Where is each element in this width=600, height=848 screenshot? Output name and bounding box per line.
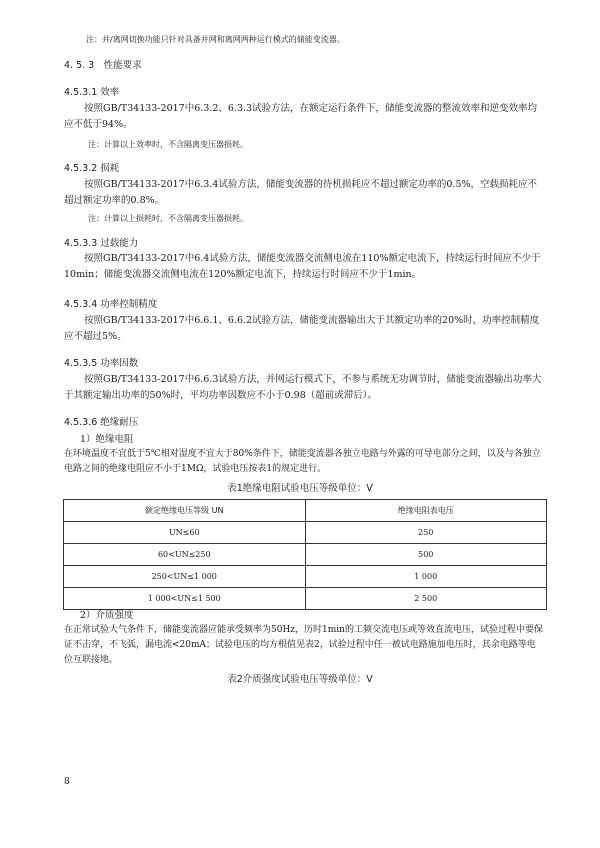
paragraph-overload: 按照GB/T34133-2017中6.4试验方法，储能变流器交流侧电流在110%额定电流下，持续运行时间应不少于10min；储能变流器交流侧电流在120%额定电流下，持续运行时间应不少于1min。 <box>64 253 541 280</box>
table-header-row <box>64 500 547 522</box>
table-cell: 500 <box>305 544 547 566</box>
table-row <box>64 566 547 588</box>
paragraph-power-factor: 按照GB/T34133-2017中6.6.3试验方法，并网运行模式下，不参与系统无功调节时，储能变流器输出功率大于其额定输出功率的50%时，平均功率因数应不小于0.98（超前或滞后）。 <box>64 374 542 401</box>
table2-caption: 表2介质强度试验电压等级单位：V <box>227 674 373 685</box>
table-row <box>64 588 547 610</box>
table1-caption: 表1绝缘电阻试验电压等级单位：V <box>227 483 373 494</box>
page-number: 8 <box>64 777 70 787</box>
item-dielectric-strength-label: 2）介质强度 <box>80 610 134 621</box>
top-note: 注：并/离网切换功能只针对具备并网和离网两种运行模式的储能变流器。 <box>86 35 345 44</box>
paragraph-dielectric-strength: 在正常试验大气条件下，储能变流器应能承受频率为50Hz，历时1min的工频交流电压或等效直流电压，试验过程中要保证不击穿，不飞弧，漏电流<20mA；试验电压的均方根值见表2，试验过程中任一被试电路施加电压时，其余电路等电位互联接地。 <box>64 625 543 665</box>
section-heading-4-5-3-3: 4.5.3.3 过载能力 <box>64 238 139 249</box>
table-header-cell: 额定绝缘电压等级 UN <box>64 500 306 522</box>
table-cell: 250 <box>305 522 547 544</box>
table-cell: 1 000<UN≤1 500 <box>64 588 306 610</box>
section-heading-4-5-3-4: 4.5.3.4 功率控制精度 <box>64 299 158 310</box>
paragraph-insulation-resistance: 在环境温度不宜低于5℃相对湿度不宜大于80%条件下，储能变流器各独立电路与外露的可导电部分之间，以及与各独立电路之间的绝缘电阻应不小于1MΩ，试验电压按表1的规定进行。 <box>64 449 541 474</box>
table-cell: 60<UN≤250 <box>64 544 306 566</box>
section-heading-4-5-3-2: 4.5.3.2 损耗 <box>64 163 120 174</box>
paragraph-efficiency: 按照GB/T34133-2017中6.3.2、6.3.3试验方法，在额定运行条件下，储能变流器的整流效率和逆变效率均应不低于94%。 <box>64 103 538 130</box>
section-heading-4-5-3: 4. 5. 3 性能要求 <box>64 60 142 71</box>
note-efficiency: 注：计算以上效率时，不含隔离变压器损耗。 <box>88 140 248 149</box>
paragraph-loss: 按照GB/T34133-2017中6.3.4试验方法，储能变流器的待机损耗应不超过额定功率的0.5%，空载损耗应不超过额定功率的0.8%。 <box>64 179 538 206</box>
table-row <box>64 544 547 566</box>
table-header-cell: 绝缘电阻表电压 <box>305 500 547 522</box>
insulation-resistance-table <box>63 499 547 610</box>
item-insulation-resistance-label: 1）绝缘电阻 <box>80 434 134 445</box>
table-cell: 1 000 <box>305 566 547 588</box>
section-heading-4-5-3-6: 4.5.3.6 绝缘耐压 <box>64 417 139 428</box>
table-cell: 2 500 <box>305 588 547 610</box>
paragraph-power-control: 按照GB/T34133-2017中6.6.1、6.6.2试验方法，储能变流器输出大于其额定功率的20%时，功率控制精度应不超过5%。 <box>64 315 540 342</box>
table-cell: 250<UN≤1 000 <box>64 566 306 588</box>
table-row <box>64 522 547 544</box>
section-heading-4-5-3-5: 4.5.3.5 功率因数 <box>64 358 139 369</box>
table-cell: UN≤60 <box>64 522 306 544</box>
note-loss: 注：计算以上损耗时，不含隔离变压器损耗。 <box>88 214 248 223</box>
section-heading-4-5-3-1: 4.5.3.1 效率 <box>64 87 120 98</box>
